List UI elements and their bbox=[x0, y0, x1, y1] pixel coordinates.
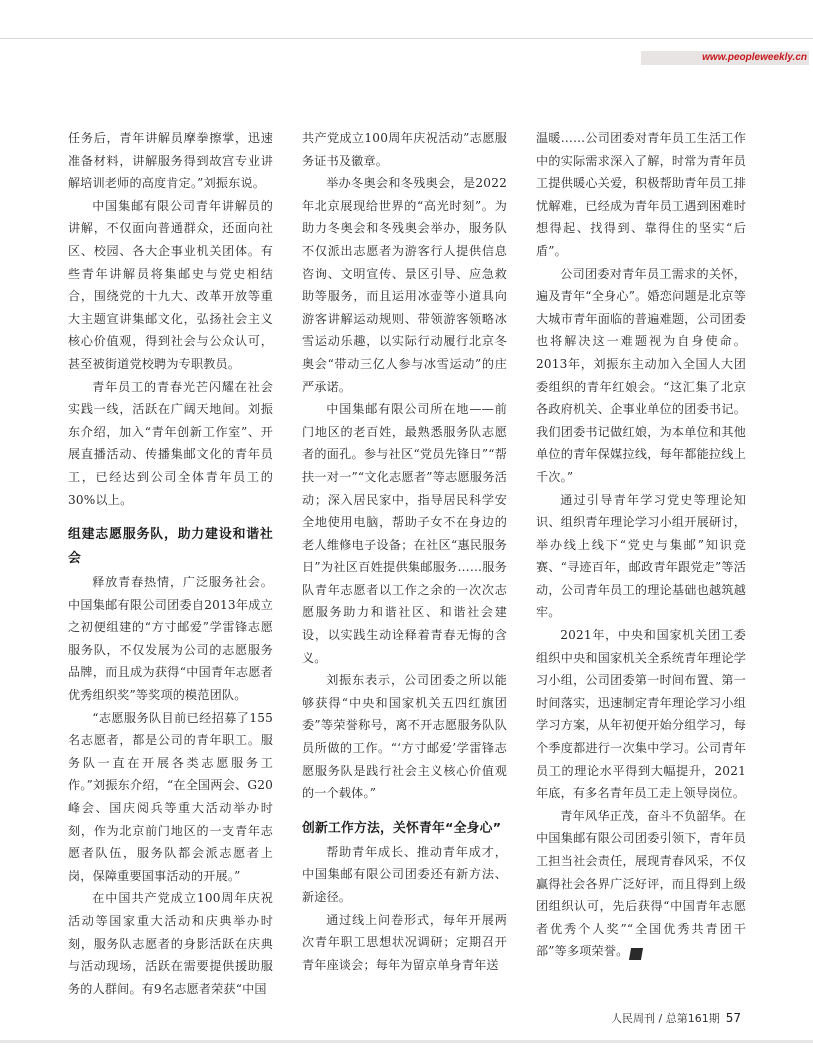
paragraph: 任务后，青年讲解员摩拳擦掌，迅速准备材料，讲解服务得到故宫专业讲解培训老师的高度肯定。”刘振东说。 bbox=[68, 131, 273, 191]
paragraph: 2021年，中央和国家机关团工委组织中央和国家机关全系统青年理论学习小组，公司团委第一时间布置、第一时间落实，迅速制定青年理论学习小组学习方案，从年初便开始分组学习，每个季度都进行一次集中学习。公司青年员工的理论水平得到大幅提升，2021年底，有多名青年员工走上领导岗位。 bbox=[536, 628, 746, 801]
end-mark-icon: K bbox=[629, 948, 643, 960]
paragraph: 中国集邮有限公司青年讲解员的讲解，不仅面向普通群众，还面向社区、校园、各大企事业机关团体。有些青年讲解员将集邮史与党史相结合，围绕党的十九大、改革开放等重大主题宣讲集邮文化，弘扬社会主义核心价值观，得到社会与公众认可，甚至被街道党校聘为专职教员。 bbox=[68, 198, 273, 371]
publication-label: 人民周刊 / 总第161期 bbox=[611, 1012, 720, 1025]
section-heading: 创新工作方法，关怀青年“全身心” bbox=[302, 820, 502, 836]
paragraph: 举办冬奥会和冬残奥会，是2022年北京展现给世界的“高光时刻”。为助力冬奥会和冬残奥会举办，服务队不仅派出志愿者为游客行人提供信息咨询、文明宣传、景区引导、应急救助等服务，而且运用冰壶等小道具向游客讲解运动规则、带领游客领略冰雪运动乐趣，以实际行动履行北京冬奥会“带动三亿人参与冰雪运动”的庄严承诺。 bbox=[302, 176, 507, 394]
paragraph: 公司团委对青年员工需求的关怀，遍及青年“全身心”。婚恋问题是北京等大城市青年面临的普遍难题，公司团委也将解决这一难题视为自身使命。2013年，刘振东主动加入全国人大团委组织的青年红娘会。“这汇集了北京各政府机关、企事业单位的团委书记。我们团委书记做红娘，为本单位和其他单位的青年保媒拉线，每年都能拉线上千次。” bbox=[536, 266, 746, 484]
paragraph-text: 青年风华正茂，奋斗不负韶华。在中国集邮有限公司团委引领下，青年员工担当社会责任，展现青春风采，不仅赢得社会各界广泛好评，而且得到上级团组织认可，先后获得“中国青年志愿者优秀个人奖”“全国优秀共青团干部”等多项荣誉。 bbox=[536, 808, 746, 959]
article-column-1 bbox=[68, 127, 273, 1000]
site-url-banner[interactable]: www.peopleweekly.cn bbox=[641, 51, 809, 65]
paragraph: “志愿服务队目前已经招募了155名志愿者，都是公司的青年职工。服务队一直在开展各类志愿服务工作。”刘振东介绍，“在全国两会、G20峰会、国庆阅兵等重大活动举办时刻，作为北京前门地区的一支青年志愿者队伍，服务队都会派志愿者上岗，保障重要国事活动的开展。” bbox=[68, 710, 273, 883]
paragraph: 通过引导青年学习党史等理论知识、组织青年理论学习小组开展研讨，举办线上线下“党史与集邮”知识竞赛、“寻迹百年，邮政青年跟党走”等活动，公司青年员工的理论基础也越筑越牢。 bbox=[536, 492, 746, 620]
paragraph: 帮助青年成长、推动青年成才，中国集邮有限公司团委还有新方法、新途径。 bbox=[302, 844, 507, 904]
paragraph: 在中国共产党成立100周年庆祝活动等国家重大活动和庆典举办时刻，服务队志愿者的身影活跃在庆典与活动现场，活跃在需要提供援助服务的人群间。有9名志愿者荣获“中国 bbox=[68, 891, 273, 996]
paragraph: 中国集邮有限公司所在地——前门地区的老百姓，最熟悉服务队志愿者的面孔。参与社区“党员先锋日”“帮扶一对一”“文化志愿者”等志愿服务活动；深入居民家中，指导居民科学安全地使用电脑，帮助子女不在身边的老人维修电子设备；在社区“惠民服务日”为社区百姓提供集邮服务……服务队青年志愿者以工作之余的一次次志愿服务助力和谐社区、和谐社会建设，以实践生动诠释着青春无悔的含义。 bbox=[302, 402, 507, 665]
paragraph: 通过线上问卷形式，每年开展两次青年职工思想状况调研；定期召开青年座谈会；每年为留京单身青年送 bbox=[302, 912, 507, 972]
header-rule bbox=[0, 38, 813, 39]
page-footer bbox=[611, 1010, 741, 1026]
page-number: 57 bbox=[725, 1011, 741, 1025]
article-column-2 bbox=[302, 127, 507, 976]
paragraph: 刘振东表示，公司团委之所以能够获得“中央和国家机关五四红旗团委”等荣誉称号，离不开志愿服务队队员所做的工作。“‘方寸邮爱’学雷锋志愿服务队是践行社会主义核心价值观的一个载体。” bbox=[302, 673, 507, 801]
paragraph: 青年员工的青春光芒闪耀在社会实践一线，活跃在广阔天地间。刘振东介绍，加入“青年创新工作室”、开展直播活动、传播集邮文化的青年员工，已经达到公司全体青年员工的30%以上。 bbox=[68, 379, 273, 507]
paragraph: 共产党成立100周年庆祝活动”志愿服务证书及徽章。 bbox=[302, 131, 507, 168]
paragraph: 释放青春热情，广泛服务社会。中国集邮有限公司团委自2013年成立之初便组建的“方寸邮爱”学雷锋志愿服务队，不仅发展为公司的志愿服务品牌，而且成为获得“中国青年志愿者优秀组织奖”等奖项的模范团队。 bbox=[68, 575, 273, 703]
last-paragraph bbox=[536, 805, 746, 963]
section-heading: 组建志愿服务队，助力建设和谐社会 bbox=[68, 527, 273, 567]
article-column-3 bbox=[536, 127, 746, 963]
footer-rule bbox=[0, 1040, 813, 1043]
paragraph: 温暖……公司团委对青年员工生活工作中的实际需求深入了解，时常为青年员工提供暖心关爱，积极帮助青年员工排忧解难，已经成为青年员工遇到困难时想得起、找得到、靠得住的坚实“后盾”。 bbox=[536, 131, 746, 258]
